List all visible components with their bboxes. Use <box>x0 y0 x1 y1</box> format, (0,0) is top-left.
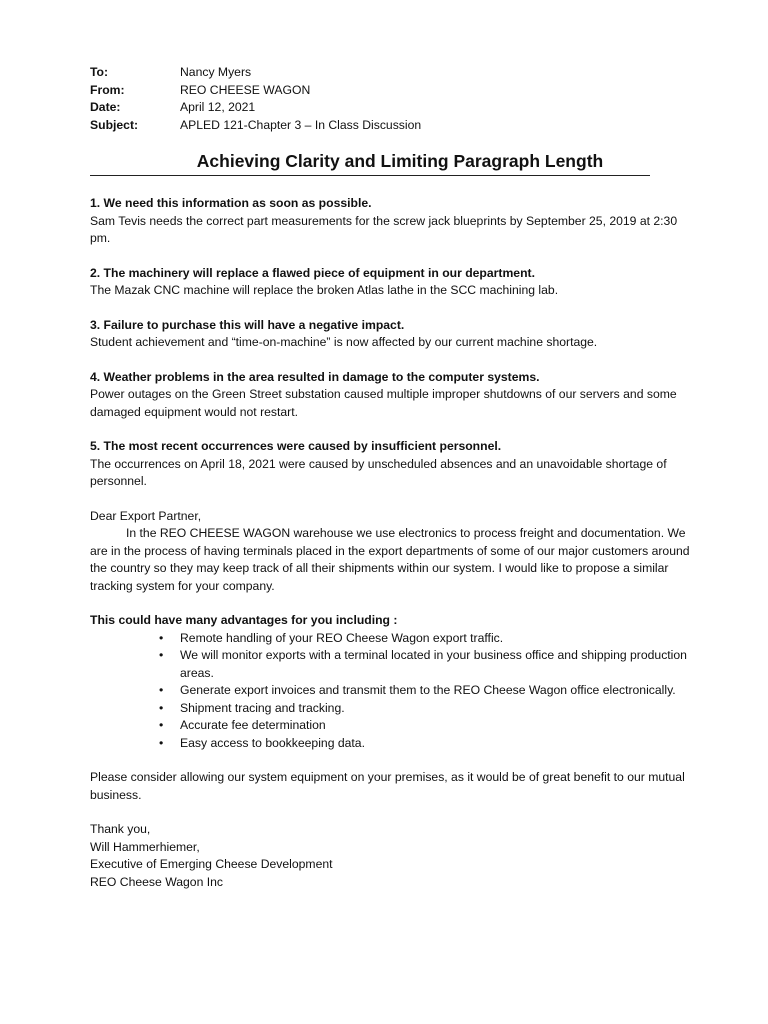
header-row-date <box>90 99 690 117</box>
letter-salutation: Dear Export Partner, <box>90 508 202 523</box>
memo-page <box>90 64 690 891</box>
date-value: April 12, 2021 <box>180 100 256 114</box>
from-label: From: <box>90 82 125 97</box>
advantages-heading: This could have many advantages for you including : <box>90 613 398 627</box>
letter <box>90 508 690 892</box>
list-item <box>159 647 690 682</box>
bullet-icon: • <box>159 648 164 662</box>
bullet-icon: • <box>159 700 164 715</box>
revision-heading: 4. Weather problems in the area resulted in damage to the computer systems. <box>90 369 540 384</box>
list-item <box>159 717 690 735</box>
header-row-to <box>90 64 690 82</box>
list-item <box>159 630 690 648</box>
revision-heading: 1. We need this information as soon as possible. <box>90 196 372 210</box>
revision-body: Student achievement and “time-on-machine” is now affected by our current machine shortage. <box>90 335 598 349</box>
header-row-subject <box>90 117 690 135</box>
revision-item-5 <box>90 438 690 491</box>
revision-item-3 <box>90 317 690 352</box>
revision-body: Sam Tevis needs the correct part measurements for the screw jack blueprints by September 25, 2019 at 2:30 pm. <box>90 213 678 245</box>
advantages-list <box>90 630 690 753</box>
header-row-from <box>90 82 690 100</box>
subject-value: APLED 121-Chapter 3 – In Class Discussion <box>180 117 422 132</box>
list-item <box>159 700 690 718</box>
signoff-thanks: Thank you, <box>90 822 151 836</box>
bullet-icon: • <box>159 683 164 697</box>
revision-list <box>90 195 690 491</box>
advantage-text: Generate export invoices and transmit them to the REO Cheese Wagon office electronically. <box>180 683 676 697</box>
revision-body: The Mazak CNC machine will replace the broken Atlas lathe in the SCC machining lab. <box>90 283 559 297</box>
title-divider <box>90 175 650 176</box>
advantage-text: Shipment tracing and tracking. <box>180 700 345 715</box>
revision-heading: 2. The machinery will replace a flawed piece of equipment in our department. <box>90 265 535 280</box>
list-item <box>159 735 690 753</box>
revision-item-1 <box>90 195 690 248</box>
closing-paragraph: Please consider allowing our system equipment on your premises, as it would be of great benefit to our mutual business. <box>90 770 685 802</box>
revision-body: Power outages on the Green Street substation caused multiple improper shutdowns of our servers and some damaged equipment would not restart. <box>90 387 677 419</box>
revision-heading: 3. Failure to purchase this will have a negative impact. <box>90 317 405 332</box>
advantage-text: Easy access to bookkeeping data. <box>180 735 365 750</box>
revision-body: The occurrences on April 18, 2021 were caused by unscheduled absences and an unavoidable shortage of personnel. <box>90 456 667 488</box>
advantage-text: We will monitor exports with a terminal located in your business office and shipping production areas. <box>180 648 687 680</box>
revision-heading: 5. The most recent occurrences were caused by insufficient personnel. <box>90 439 502 453</box>
revision-item-2 <box>90 265 690 300</box>
letter-paragraph: In the REO CHEESE WAGON warehouse we use electronics to process freight and documentation. We are in the process of having terminals placed in the export departments of some of our major customers around the country so they may keep track of all their shipments within our system. I would like to propose a similar tracking system for your company. <box>90 526 690 593</box>
signoff-block <box>90 821 690 891</box>
subject-label: Subject: <box>90 117 139 132</box>
advantage-text: Remote handling of your REO Cheese Wagon export traffic. <box>180 630 504 645</box>
from-value: REO CHEESE WAGON <box>180 82 311 97</box>
signoff-title: Executive of Emerging Cheese Development <box>90 857 333 871</box>
bullet-icon: • <box>159 735 164 750</box>
bullet-icon: • <box>159 718 164 732</box>
date-label: Date: <box>90 100 121 114</box>
signoff-name: Will Hammerhiemer, <box>90 839 200 854</box>
memo-header <box>90 64 690 134</box>
revision-item-4 <box>90 369 690 422</box>
to-value: Nancy Myers <box>180 65 252 79</box>
to-label: To: <box>90 65 109 79</box>
list-item <box>159 682 690 700</box>
signoff-company: REO Cheese Wagon Inc <box>90 874 223 889</box>
advantage-text: Accurate fee determination <box>180 718 326 732</box>
bullet-icon: • <box>159 630 164 645</box>
document-title: Achieving Clarity and Limiting Paragraph Length <box>196 151 604 171</box>
